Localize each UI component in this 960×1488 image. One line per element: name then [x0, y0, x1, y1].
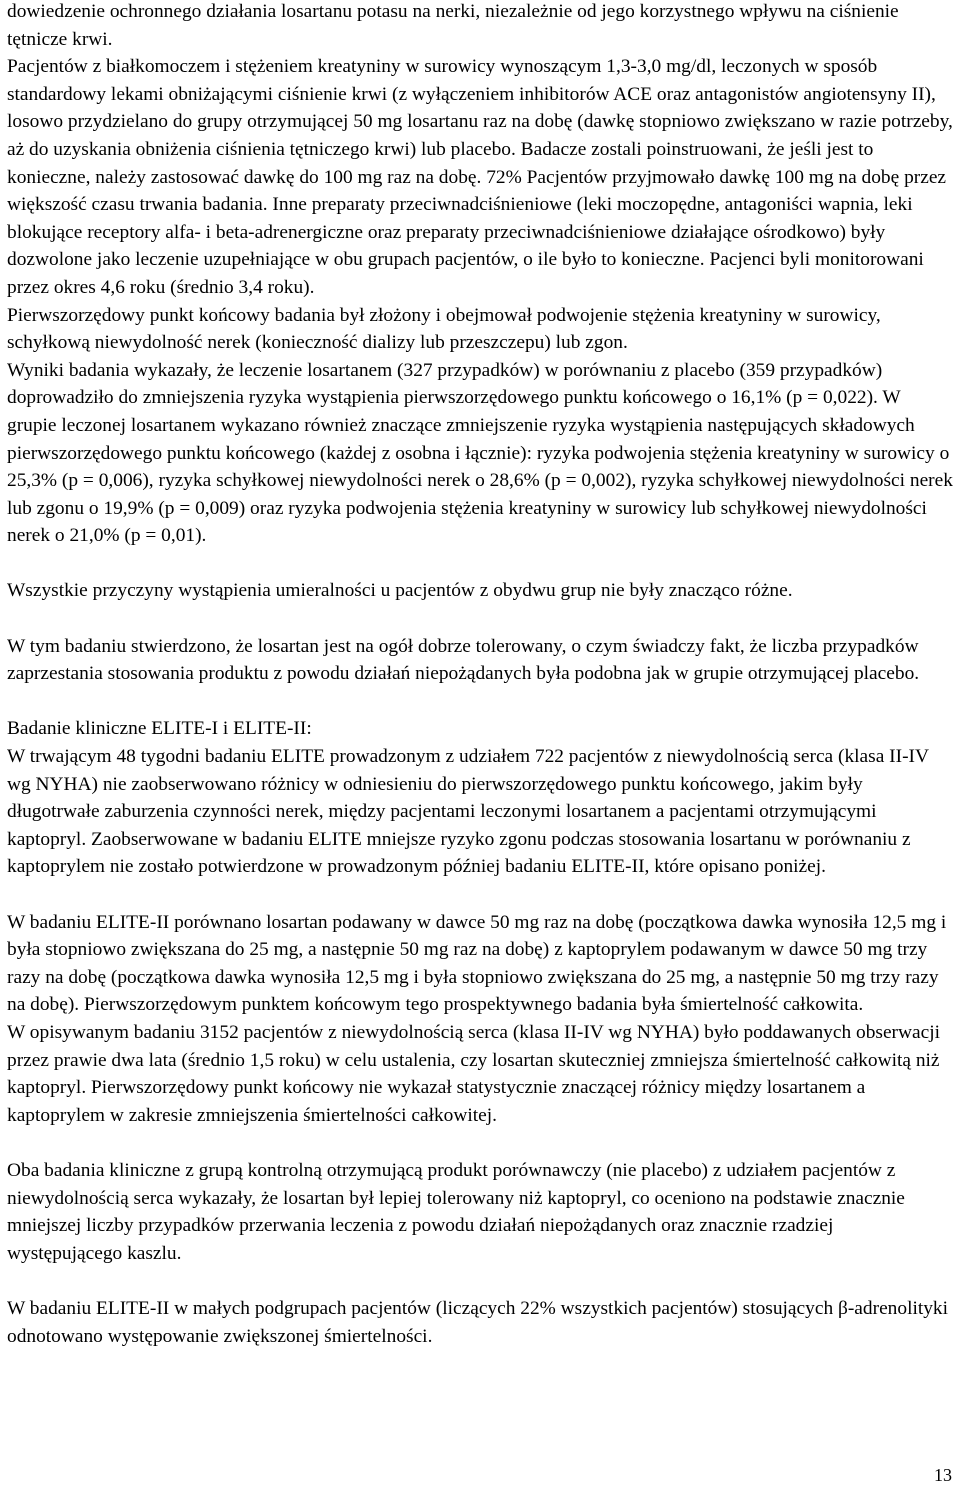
text-block-comparison	[7, 1157, 953, 1267]
paragraph-renal-results: Wyniki badania wykazały, że leczenie losartanem (327 przypadków) w porównaniu z placebo (359 przypadków) doprowadziło do zmniejszenia ryzyka wystąpienia pierwszorzędowego punktu końcowego o 16,1% (p = 0,022). W grupie leczonej losartanem wykazano również znaczące zmniejszenie ryzyka wystąpienia następujących składowych pierwszorzędowego punktu końcowego (każdej z osobna i łącznie): ryzyka podwojenia stężenia kreatyniny w surowicy o 25,3% (p = 0,006), ryzyka schyłkowej niewydolności nerek o 28,6% (p = 0,002), ryzyka schyłkowej niewydolności nerek lub zgonu o 19,9% (p = 0,009) oraz ryzyka podwojenia stężenia kreatyniny w surowicy lub schyłkowej niewydolności nerek o 21,0% (p = 0,01).	[7, 359, 953, 547]
text-block-elite-ii	[7, 909, 953, 1130]
paragraph-comparison: Oba badania kliniczne z grupą kontrolną otrzymującą produkt porównawczy (nie placebo) z udziałem pacjentów z niewydolnością serca wykazały, że losartan był lepiej tolerowany niż kaptopryl, co oceniono na podstawie znacznie mniejszej liczby przypadków przerwania leczenia z powodu działań niepożądanych oraz znacznie rzadziej występującego kaszlu.	[7, 1159, 905, 1264]
document-page	[7, 0, 953, 1350]
paragraph-gap	[7, 550, 953, 578]
paragraph-gap	[7, 605, 953, 633]
paragraph-elite-ii-dosing: W badaniu ELITE-II porównano losartan podawany w dawce 50 mg raz na dobę (początkowa dawka wynosiła 12,5 mg i była stopniowo zwiększana do 25 mg, a następnie 50 mg raz na dobę) z kaptoprylem podawanym w dawce 50 mg trzy razy na dobę (początkowa dawka wynosiła 12,5 mg i była stopniowo zwiększana do 25 mg, a następnie 50 mg trzy razy na dobę). Pierwszorzędowym punktem końcowym tego prospektywnego badania była śmiertelność całkowita.	[7, 911, 947, 1016]
paragraph-mortality: Wszystkie przyczyny wystąpienia umieralności u pacjentów z obydwu grup nie były znacząco różne.	[7, 580, 793, 602]
page-number: 13	[934, 1465, 952, 1485]
text-block-renal-study	[7, 0, 953, 550]
paragraph-gap	[7, 1129, 953, 1157]
paragraph-elite-ii-results: W opisywanym badaniu 3152 pacjentów z niewydolnością serca (klasa II-IV wg NYHA) było poddawanych obserwacji przez prawie dwa lata (średnio 1,5 roku) w celu ustalenia, czy losartan skuteczniej zmniejsza śmiertelność całkowitą niż kaptopryl. Pierwszorzędowy punkt końcowy nie wykazał statystycznie znaczącej różnicy między losartanem a kaptoprylem w zakresie zmniejszenia śmiertelności całkowitej.	[7, 1021, 941, 1126]
paragraph-gap	[7, 881, 953, 909]
paragraph-renal-endpoint: Pierwszorzędowy punkt końcowy badania był złożony i obejmował podwojenie stężenia kreatyniny w surowicy, schyłkową niewydolność nerek (konieczność dializy lub przeszczepu) lub zgon.	[7, 304, 881, 354]
section-heading-elite: Badanie kliniczne ELITE-I i ELITE-II:	[7, 718, 312, 740]
paragraph-tolerability: W tym badaniu stwierdzono, że losartan jest na ogół dobrze tolerowany, o czym świadczy fakt, że liczba przypadków zaprzestania stosowania produktu z powodu działań niepożądanych była podobna jak w grupie otrzymującej placebo.	[7, 635, 920, 685]
text-block-mortality	[7, 577, 953, 605]
paragraph-renal-method: Pacjentów z białkomoczem i stężeniem kreatyniny w surowicy wynoszącym 1,3-3,0 mg/dl, leczonych w sposób standardowy lekami obniżającymi ciśnienie krwi (z wyłączeniem inhibitorów ACE oraz antagonistów angiotensyny II), losowo przydzielano do grupy otrzymującej 50 mg losartanu raz na dobę (dawkę stopniowo zwiększano w razie potrzeby, aż do uzyskania obniżenia ciśnienia tętniczego krwi) lub placebo. Badacze zostali poinstruowani, że jeśli jest to konieczne, należy zastosować dawkę do 100 mg raz na dobę. 72% Pacjentów przyjmowało dawkę 100 mg na dobę przez większość czasu trwania badania. Inne preparaty przeciwnadciśnieniowe (leki moczopędne, antagoniści wapnia, leki blokujące receptory alfa- i beta-adrenergiczne oraz preparaty przeciwnadciśnieniowe działające ośrodkowo) były dozwolone jako leczenie uzupełniające w obu grupach pacjentów, o ile było to konieczne. Pacjenci byli monitorowani przez okres 4,6 roku (średnio 3,4 roku).	[7, 56, 953, 298]
paragraph-gap	[7, 1267, 953, 1295]
text-block-elite	[7, 715, 953, 881]
paragraph-renal-intro: dowiedzenie ochronnego działania losartanu potasu na nerki, niezależnie od jego korzystnego wpływu na ciśnienie tętnicze krwi.	[7, 1, 899, 50]
text-block-tolerability	[7, 633, 953, 688]
paragraph-elite-i: W trwającym 48 tygodni badaniu ELITE prowadzonym z udziałem 722 pacjentów z niewydolnością serca (klasa II-IV wg NYHA) nie zaobserwowano różnicy w odniesieniu do pierwszorzędowego punktu końcowego, jakim były długotrwałe zaburzenia czynności nerek, między pacjentami leczonymi losartanem a pacjentami otrzymującymi kaptopryl. Zaobserwowane w badaniu ELITE mniejsze ryzyko zgonu podczas stosowania losartanu w porównaniu z kaptoprylem nie zostało potwierdzone w prowadzonym później badaniu ELITE-II, które opisano poniżej.	[7, 746, 929, 878]
paragraph-beta-blockers: W badaniu ELITE-II w małych podgrupach pacjentów (liczących 22% wszystkich pacjentów) stosujących β-adrenolityki odnotowano występowanie zwiększonej śmiertelności.	[7, 1297, 949, 1347]
paragraph-gap	[7, 688, 953, 716]
text-block-beta-blockers	[7, 1295, 953, 1350]
